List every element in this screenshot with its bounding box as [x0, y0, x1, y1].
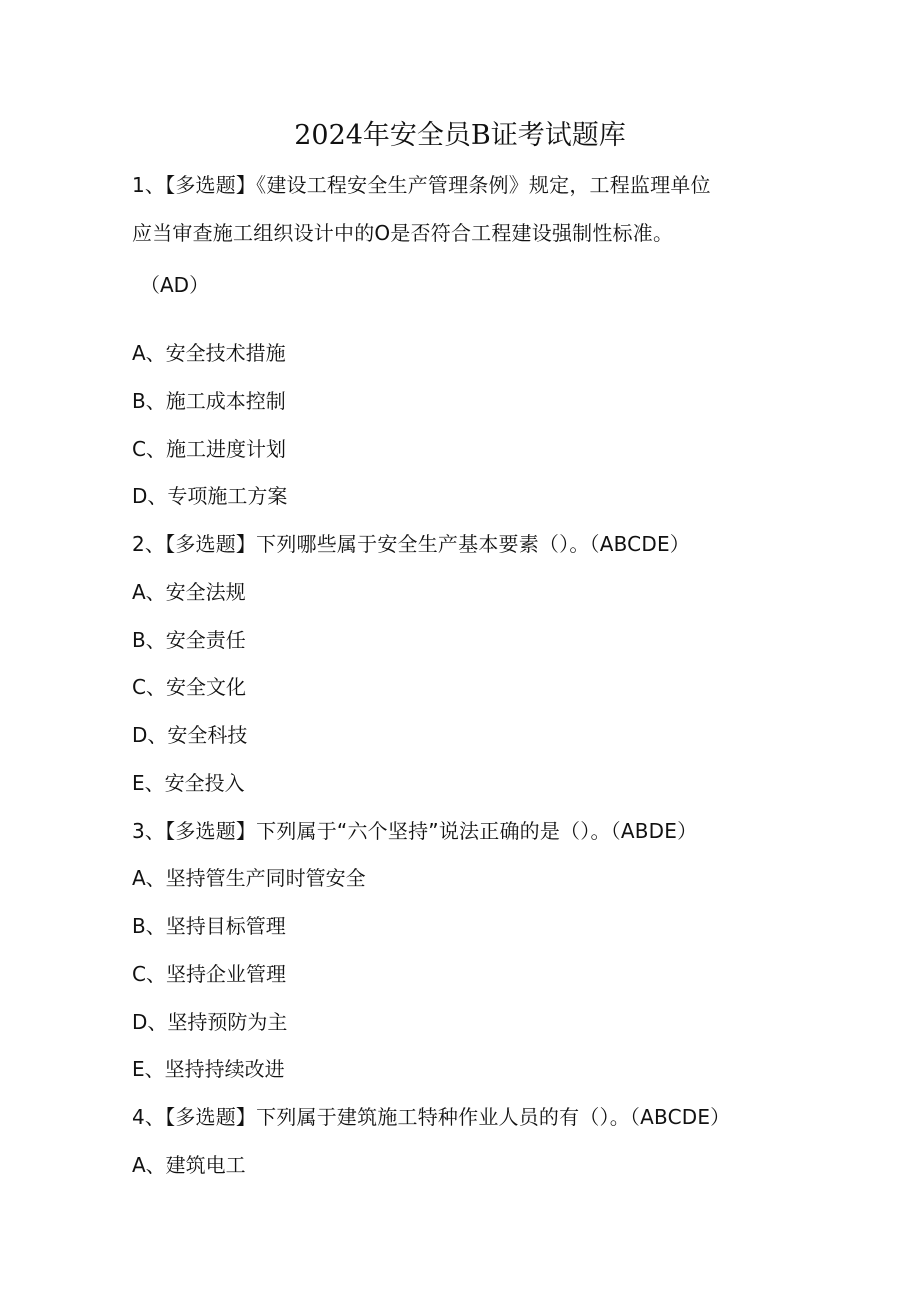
question-2-option-b: B、安全责任	[132, 628, 246, 652]
question-2-text: 2、【多选题】下列哪些属于安全生产基本要素（）。（ABCDE）	[132, 532, 690, 556]
question-3-option-d: D、坚持预防为主	[132, 1010, 288, 1034]
question-1-option-a: A、安全技术措施	[132, 341, 286, 365]
question-2-option-c: C、安全文化	[132, 675, 246, 699]
question-3-option-b: B、坚持目标管理	[132, 914, 286, 938]
question-4-text: 4、【多选题】下列属于建筑施工特种作业人员的有（）。（ABCDE）	[132, 1105, 731, 1129]
question-3-option-c: C、坚持企业管理	[132, 962, 286, 986]
question-1-answer: （AD）	[140, 273, 210, 297]
question-2-option-e: E、安全投入	[132, 771, 245, 795]
question-3-text: 3、【多选题】下列属于“六个坚持”说法正确的是（）。（ABDE）	[132, 819, 698, 843]
question-1-option-c: C、施工进度计划	[132, 437, 286, 461]
question-4-option-a: A、建筑电工	[132, 1153, 246, 1177]
question-2-option-d: D、安全科技	[132, 723, 248, 747]
question-2-option-a: A、安全法规	[132, 580, 246, 604]
question-1-option-b: B、施工成本控制	[132, 389, 286, 413]
question-1-line-1: 1、【多选题】《建设工程安全生产管理条例》规定，工程监理单位	[132, 173, 711, 197]
question-3-option-a: A、坚持管生产同时管安全	[132, 866, 366, 890]
question-1-option-d: D、专项施工方案	[132, 484, 288, 508]
question-3-option-e: E、坚持持续改进	[132, 1057, 285, 1081]
question-1-line-2: 应当审查施工组织设计中的O是否符合工程建设强制性标准。	[132, 221, 674, 245]
document-title: 2024年安全员B证考试题库	[294, 120, 626, 151]
